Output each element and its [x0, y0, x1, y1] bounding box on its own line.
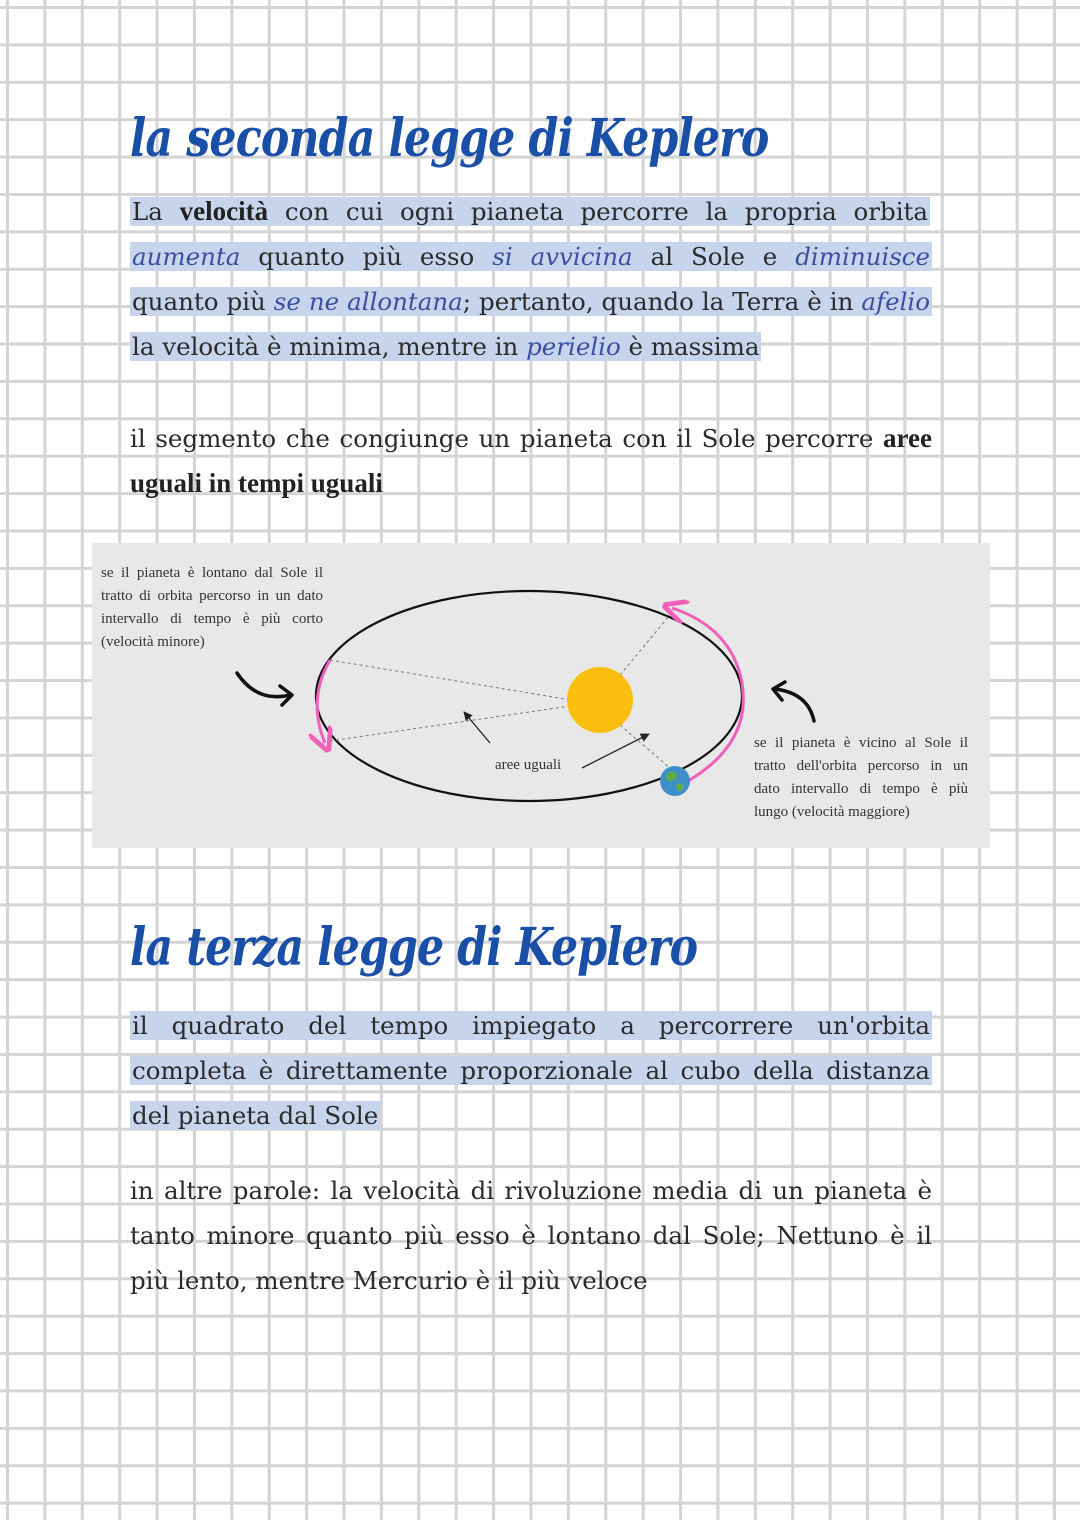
- bold-term-velocita: velocità: [179, 196, 269, 226]
- earth-icon: [660, 766, 690, 796]
- radius-line-perihelion-bottom: [620, 725, 670, 768]
- text-fragment: La: [132, 197, 180, 226]
- text-fragment: la velocità è minima, mentre in: [132, 332, 527, 361]
- text-fragment: quanto più: [132, 287, 274, 316]
- third-law-explanation: in altre parole: la velocità di rivoluzione media di un pianeta è tanto minore quanto più esso è lontano dal Sole; Nettuno è il più lento, mentre Mercurio è il più veloce: [130, 1176, 932, 1295]
- text-fragment: al Sole e: [632, 242, 796, 271]
- label-arrow-left-area: [464, 712, 490, 743]
- radius-line-perihelion-top: [620, 609, 675, 675]
- note-aphelion: se il pianeta è lontano dal Sole il tratto di orbita percorso in un dato intervallo di tempo è più corto (velocità minore): [101, 565, 323, 650]
- italic-term-aumenta: aumenta: [132, 242, 241, 271]
- highlighted-text: il quadrato del tempo impiegato a percorrere un'orbita completa è direttamente proporzionale al cubo della distanza del pianeta dal Sole: [132, 1011, 930, 1130]
- label-arrow-right-area: [582, 734, 649, 768]
- curved-arrow-left: [237, 673, 290, 697]
- italic-term-diminuisce: diminuisce: [795, 242, 931, 271]
- sun-icon: [567, 667, 633, 733]
- perihelion-arc: [672, 608, 743, 781]
- italic-term-afelio: afelio: [861, 287, 930, 316]
- section-title-second-law: la seconda legge di Keplero: [130, 108, 769, 169]
- highlighted-text: [130, 197, 932, 361]
- text-fragment: ; pertanto, quando la Terra è in: [462, 287, 862, 316]
- curved-arrow-right: [775, 689, 814, 721]
- third-law-paragraph: [130, 1003, 932, 1138]
- italic-term-si-avvicina: si avvicina: [492, 242, 633, 271]
- italic-term-perielio: perielio: [526, 332, 621, 361]
- second-law-paragraph: [130, 189, 932, 369]
- text-fragment: il segmento che congiunge un pianeta con il Sole percorre: [130, 424, 884, 453]
- bold-term-aree-uguali: aree uguali in tempi uguali: [130, 423, 932, 498]
- kepler-second-law-diagram: [92, 543, 990, 848]
- text-fragment: con cui ogni pianeta percorre la propria orbita: [268, 197, 928, 226]
- radius-line-aphelion-top: [330, 660, 577, 701]
- italic-term-se-ne-allontana: se ne allontana: [273, 287, 463, 316]
- text-fragment: è massima: [620, 332, 760, 361]
- equal-areas-paragraph: [130, 416, 932, 506]
- label-aree-uguali: aree uguali: [495, 757, 562, 773]
- radius-line-aphelion-bottom: [330, 705, 577, 741]
- note-perihelion: se il pianeta è vicino al Sole il tratto dell'orbita percorso in un dato intervallo di tempo è più lungo (velocità maggiore): [754, 735, 968, 820]
- text-fragment: quanto più esso: [240, 242, 493, 271]
- section-title-third-law: la terza legge di Keplero: [130, 917, 698, 978]
